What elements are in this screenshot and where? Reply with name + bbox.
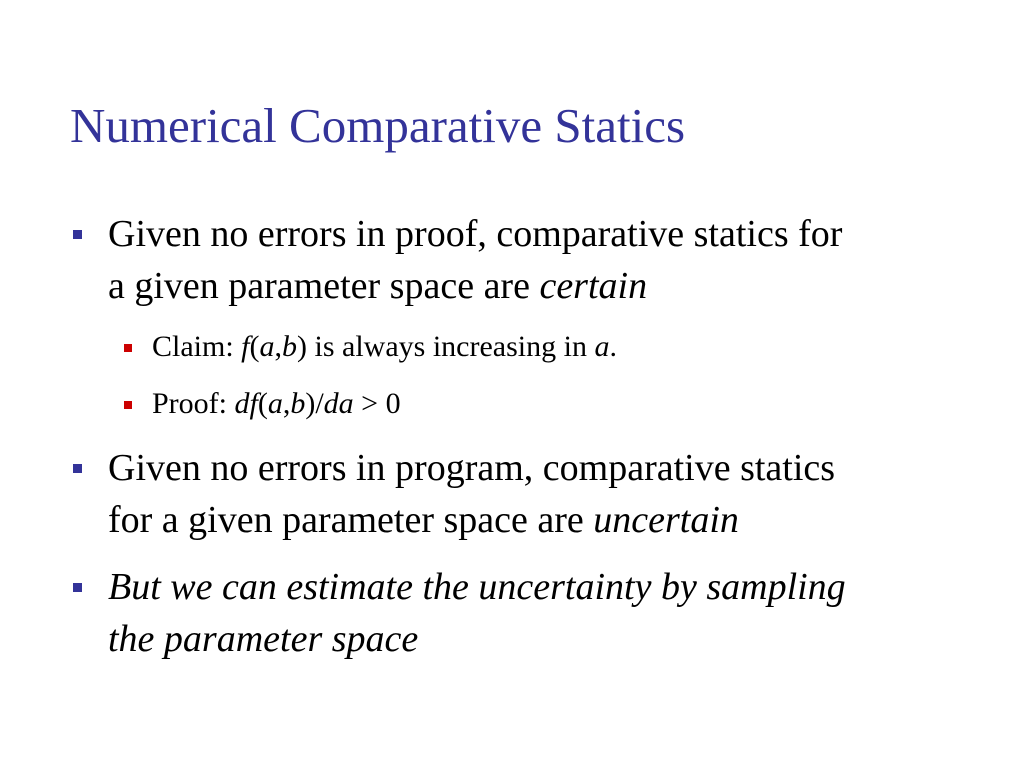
comma: ,	[282, 387, 291, 420]
math-df: df	[234, 387, 258, 420]
square-bullet-icon	[124, 401, 132, 409]
comma: ,	[274, 330, 283, 363]
square-bullet-icon	[73, 464, 82, 473]
math-b: b	[282, 330, 298, 363]
bullet-3-line-2: the parameter space	[108, 618, 419, 660]
bullet-item-2	[108, 442, 1008, 546]
emphasis-uncertain: uncertain	[593, 499, 739, 541]
math-da: da	[323, 387, 354, 420]
math-b: b	[290, 387, 306, 420]
math-a: a	[267, 387, 283, 420]
bullet-1-line-1: Given no errors in proof, comparative statics for	[108, 213, 843, 255]
square-bullet-icon	[124, 344, 132, 352]
claim-line	[152, 327, 1002, 367]
proof-label: Proof:	[152, 387, 235, 420]
paren-close: )	[297, 330, 308, 363]
bullet-1-line-2	[108, 260, 1008, 312]
bullet-item-3	[108, 561, 1008, 665]
bullet-2-line-2	[108, 494, 1008, 546]
bullet-item-1	[108, 208, 1008, 312]
paren-close-slash: )/	[305, 387, 324, 420]
paren-open: (	[257, 387, 268, 420]
proof-line	[152, 384, 1002, 424]
bullet-2-text: for a given parameter space are	[108, 499, 594, 541]
square-bullet-icon	[73, 230, 82, 239]
math-a: a	[259, 330, 275, 363]
sub-bullet-proof	[152, 384, 1002, 424]
bullet-3-line-1: But we can estimate the uncertainty by sampling	[108, 566, 846, 608]
square-bullet-icon	[73, 583, 82, 592]
slide-title: Numerical Comparative Statics	[70, 98, 686, 153]
math-a: a	[594, 330, 610, 363]
claim-label: Claim:	[152, 330, 242, 363]
bullet-2-line-1: Given no errors in program, comparative statics	[108, 447, 836, 489]
paren-open: (	[249, 330, 260, 363]
emphasis-certain: certain	[539, 265, 648, 307]
claim-text: is always increasing in	[307, 330, 595, 363]
math-f: f	[241, 330, 250, 363]
sub-bullet-claim	[152, 327, 1002, 367]
period: .	[609, 330, 617, 363]
proof-inequality: > 0	[353, 387, 401, 420]
bullet-1-text: a given parameter space are	[108, 265, 540, 307]
